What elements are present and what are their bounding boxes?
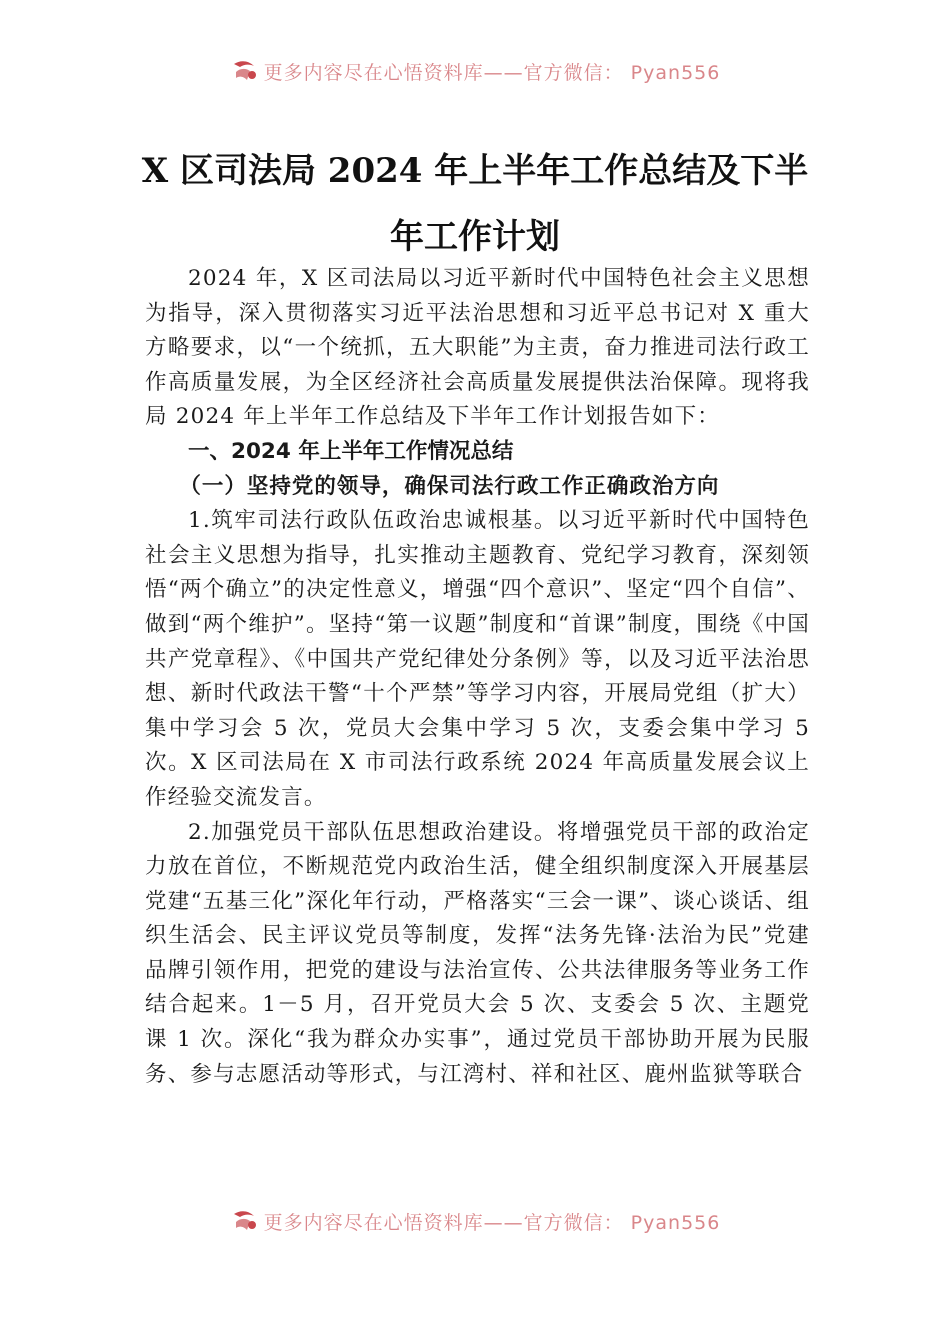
intro-paragraph: 2024 年，X 区司法局以习近平新时代中国特色社会主义思想为指导，深入贯彻落实习近平法治思想和习近平总书记对 X 重大方略要求，以“一个统抓，五大职能”为主责，奋力推进司法行政工作高质量发展，为全区经济社会高质量发展提供法治保障。现将我局 2024 年上半年工作总结及下半年工作计划报告如下： <box>145 266 810 430</box>
page-title <box>0 138 950 270</box>
logo-icon <box>230 1208 260 1234</box>
paragraph-1: 1.筑牢司法行政队伍政治忠诚根基。以习近平新时代中国特色社会主义思想为指导，扎实推动主题教育、党纪学习教育，深刻领悟“两个确立”的决定性意义，增强“四个意识”、坚定“四个自信”、做到“两个维护”。坚持“第一议题”制度和“首课”制度，围绕《中国共产党章程》、《中国共产党纪律处分条例》等，以及习近平法治思想、新时代政法干警“十个严禁”等学习内容，开展局党组（扩大）集中学习会 5 次，党员大会集中学习 5 次，支委会集中学习 5 次。X 区司法局在 X 市司法行政系统 2024 年高质量发展会议上作经验交流发言。 <box>145 508 810 810</box>
subsection-heading: （一）坚持党的领导，确保司法行政工作正确政治方向 <box>179 473 720 499</box>
paragraph-2: 2.加强党员干部队伍思想政治建设。将增强党员干部的政治定力放在首位，不断规范党内政治生活，健全组织制度深入开展基层党建“五基三化”深化年行动，严格落实“三会一课”、谈心谈话、组织生活会、民主评议党员等制度，发挥“法务先锋·法治为民”党建品牌引领作用，把党的建设与法治宣传、公共法律服务等业务工作结合起来。1－5 月，召开党员大会 5 次、支委会 5 次、主题党课 1 次。深化“我为群众办实事”，通过党员干部协助开展为民服务、参与志愿活动等形式，与江湾村、祥和社区、鹿州监狱等联合 <box>145 819 810 1087</box>
section-heading: 一、2024 年上半年工作情况总结 <box>188 438 514 464</box>
watermark-text: 更多内容尽在心悟资料库——官方微信： Pyan556 <box>263 1211 721 1234</box>
logo-icon <box>230 58 260 84</box>
watermark-bottom <box>0 1204 950 1238</box>
watermark-text: 更多内容尽在心悟资料库——官方微信： Pyan556 <box>263 61 721 84</box>
document-body <box>145 262 810 1202</box>
title-line-2: 年工作计划 <box>390 217 560 257</box>
watermark-top <box>0 54 950 88</box>
title-line-1: X 区司法局 2024 年上半年工作总结及下半 <box>141 151 809 191</box>
